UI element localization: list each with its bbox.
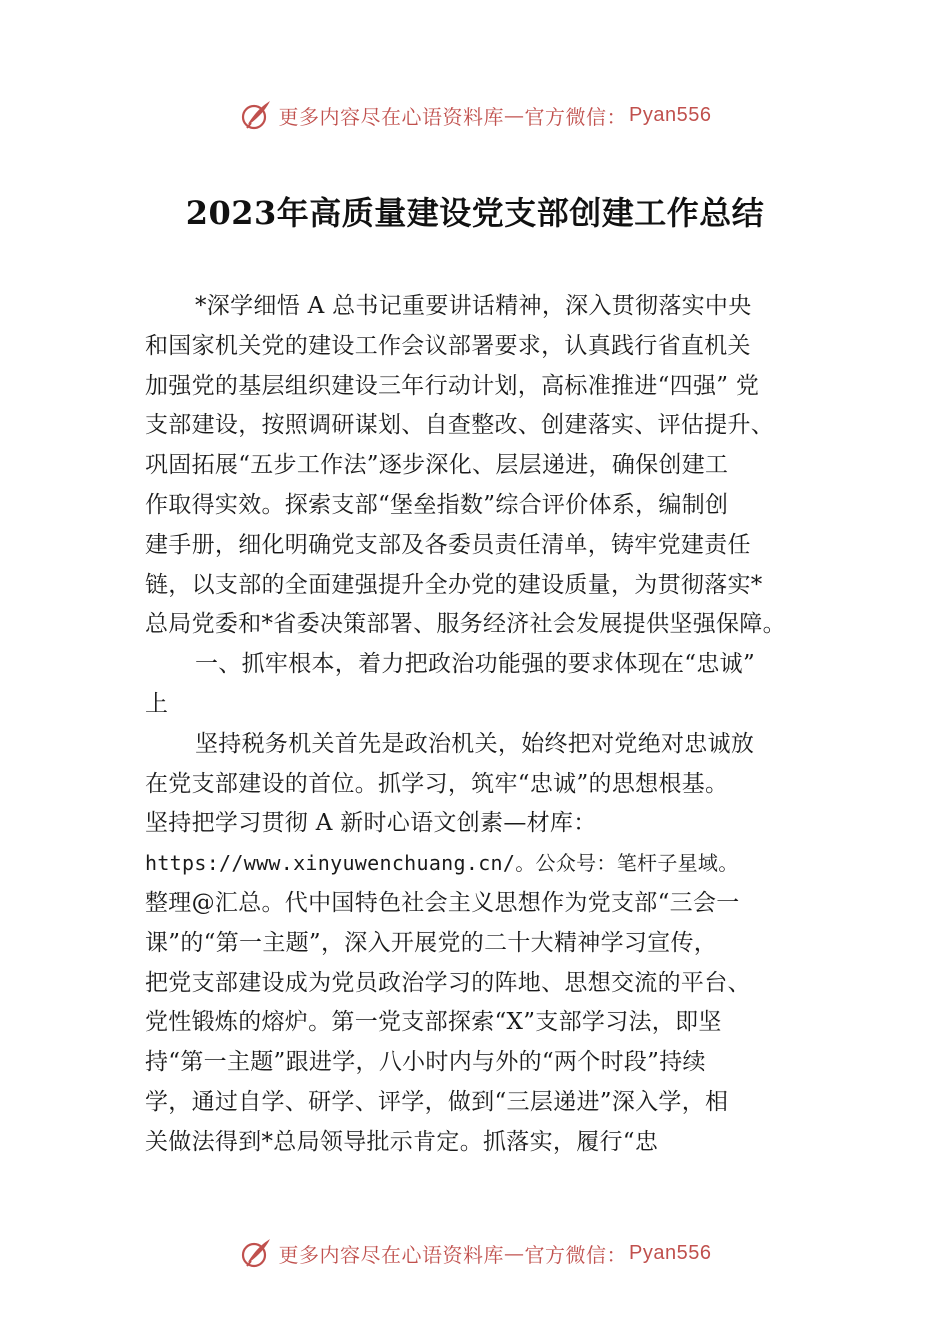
banner-wechat-label: 官方微信： [524, 104, 628, 129]
quill-pen-icon [239, 98, 273, 132]
footer-banner [0, 1233, 950, 1273]
text-line: 作取得实效。探索支部“堡垒指数”综合评价体系，编制创 [145, 491, 729, 518]
banner-dash: — [504, 1241, 525, 1265]
text-line: 和国家机关党的建设工作会议部署要求，认真践行省直机关 [145, 332, 751, 359]
banner-dash: — [504, 103, 525, 127]
text-line: 坚持把学习贯彻 A 新时心语文创素—材库： [145, 810, 597, 837]
text-line: 关做法得到*总局领导批示肯定。抓落实，履行“忠 [145, 1128, 659, 1155]
text-line: 坚持税务机关首先是政治机关，始终把对党绝对忠诚放 [195, 730, 755, 757]
banner-wechat-id: Pyan556 [629, 103, 712, 126]
text-line: 在党支部建设的首位。抓学习，筑牢“忠诚”的思想根基。 [145, 770, 729, 797]
text-line: 链，以支部的全面建强提升全办党的建设质量，为贯彻落实* [145, 571, 763, 598]
text-line: 整理@汇总。代中国特色社会主义思想作为党支部“三会一 [145, 889, 740, 916]
text-line: 党性锻炼的熔炉。第一党支部探索“X”支部学习法，即坚 [145, 1009, 722, 1036]
header-banner [0, 95, 950, 135]
text-line: 加强党的基层组织建设三年行动计划，高标准推进“四强” 党 [145, 372, 760, 399]
text-line: 把党支部建设成为党员政治学习的阵地、思想交流的平台、 [145, 969, 751, 996]
text-line: 课”的“第一主题”，深入开展党的二十大精神学习宣传， [145, 929, 718, 956]
text-line: 建手册，细化明确党支部及各委员责任清单，铸牢党建责任 [145, 531, 751, 558]
document-body [145, 287, 825, 1163]
banner-text: 更多内容尽在心语资料库 [278, 104, 505, 129]
text-line: *深学细悟 A 总书记重要讲话精神，深入贯彻落实中央 [195, 293, 752, 319]
quill-pen-icon [239, 1236, 273, 1270]
banner-text: 更多内容尽在心语资料库 [278, 1242, 505, 1267]
text-line: 学，通过自学、研学、评学，做到“三层递进”深入学，相 [145, 1088, 729, 1115]
document-title: 2023年高质量建设党支部创建工作总结 [185, 194, 765, 232]
text-line: 总局党委和*省委决策部署、服务经济社会发展提供坚强保障。 [145, 611, 786, 638]
banner-wechat-label: 官方微信： [524, 1242, 628, 1267]
text-line: 支部建设，按照调研谋划、自查整改、创建落实、评估提升、 [145, 412, 775, 439]
text-line: 巩固拓展“五步工作法”逐步深化、层层递进，确保创建工 [145, 452, 729, 479]
text-line: 持“第一主题”跟进学，八小时内与外的“两个时段”持续 [145, 1049, 706, 1076]
text-line: 上 [145, 690, 169, 717]
text-line: 一、抓牢根本，着力把政治功能强的要求体现在“忠诚” [195, 651, 756, 678]
text-line: https://www.xinyuwenchuang.cn/。公众号：笔杆子星域。 [145, 851, 739, 876]
banner-wechat-id: Pyan556 [629, 1241, 712, 1264]
